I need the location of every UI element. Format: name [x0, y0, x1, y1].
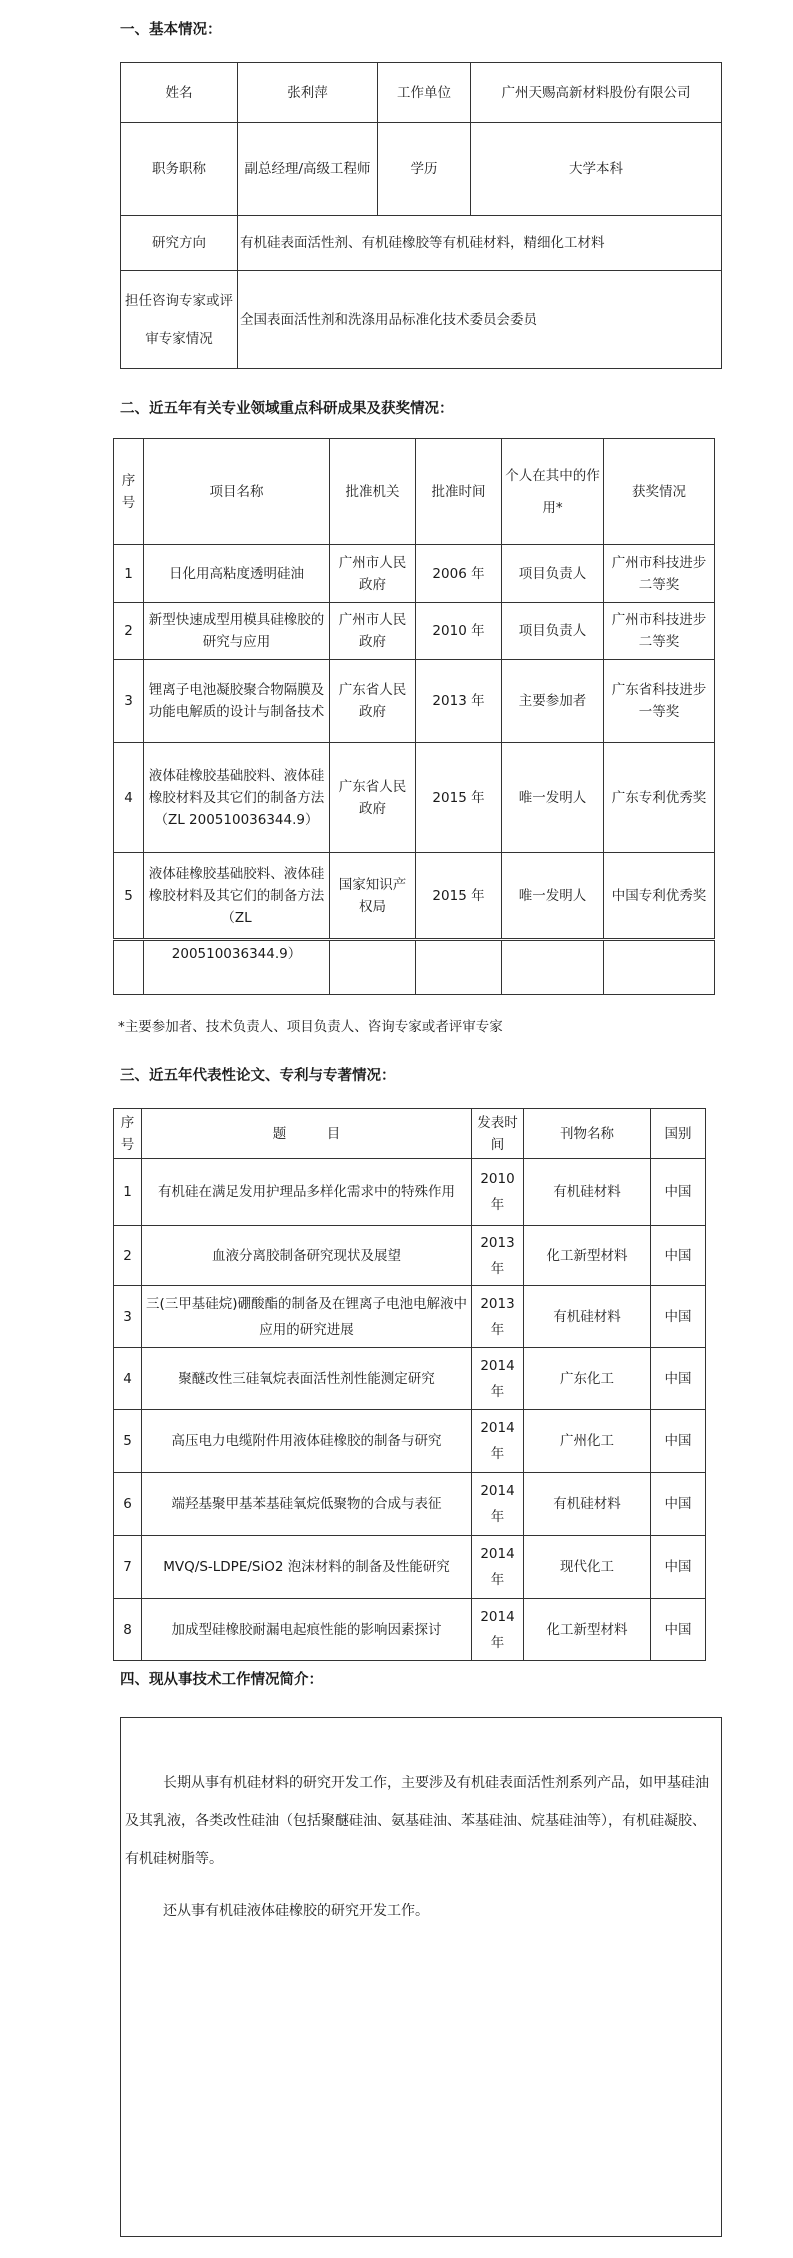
direction-value: 有机硅表面活性剂、有机硅橡胶等有机硅材料，精细化工材料 — [238, 216, 722, 271]
expert-label: 担任咨询专家或评审专家情况 — [121, 271, 238, 369]
paper-cell: 中国 — [651, 1159, 706, 1226]
achv-cell: 主要参加者 — [502, 660, 604, 743]
work-summary-box — [120, 1717, 722, 2237]
section3-heading: 三、近五年代表性论文、专利与专著情况： — [120, 1068, 396, 1084]
achv-header-authority: 批准机关 — [330, 439, 416, 545]
papers-header-journal: 刊物名称 — [524, 1109, 651, 1159]
unit-value: 广州天赐高新材料股份有限公司 — [471, 63, 722, 123]
paper-cell: 2014年 — [472, 1536, 524, 1599]
papers-header-title: 题 目 — [142, 1109, 472, 1159]
achv-header-date: 批准时间 — [416, 439, 502, 545]
achv-cell: 广州市人民政府 — [330, 603, 416, 660]
paper-cell: 中国 — [651, 1599, 706, 1661]
papers-header-date: 发表时间 — [472, 1109, 524, 1159]
achv-cell: 广东专利优秀奖 — [604, 743, 715, 853]
achv-cell: 项目负责人 — [502, 545, 604, 603]
work-summary-para2: 还从事有机硅液体硅橡胶的研究开发工作。 — [163, 1903, 429, 1919]
section1-heading: 一、基本情况： — [120, 22, 222, 38]
paper-cell: 加成型硅橡胶耐漏电起痕性能的影响因素探讨 — [142, 1599, 472, 1661]
name-label: 姓名 — [121, 63, 238, 123]
paper-cell: 广东化工 — [524, 1348, 651, 1410]
basic-info-table — [120, 62, 722, 369]
achv-cell: 广东省人民政府 — [330, 743, 416, 853]
achv-cell: 广东省科技进步一等奖 — [604, 660, 715, 743]
achv-continuation: 200510036344.9） — [144, 941, 330, 995]
achv-cell: 广州市科技进步二等奖 — [604, 603, 715, 660]
paper-cell: 有机硅材料 — [524, 1159, 651, 1226]
paper-cell: 有机硅在满足发用护理品多样化需求中的特殊作用 — [142, 1159, 472, 1226]
achv-cell: 2010 年 — [416, 603, 502, 660]
paper-cell: 聚醚改性三硅氧烷表面活性剂性能测定研究 — [142, 1348, 472, 1410]
achv-cell: 4 — [114, 743, 144, 853]
paper-cell: 高压电力电缆附件用液体硅橡胶的制备与研究 — [142, 1410, 472, 1473]
achievements-continuation-table — [113, 940, 715, 995]
section2-heading: 二、近五年有关专业领域重点科研成果及获奖情况： — [120, 401, 454, 417]
achv-cell: 2006 年 — [416, 545, 502, 603]
paper-cell: 三(三甲基硅烷)硼酸酯的制备及在锂离子电池电解液中应用的研究进展 — [142, 1286, 472, 1348]
paper-cell: 端羟基聚甲基苯基硅氧烷低聚物的合成与表征 — [142, 1473, 472, 1536]
paper-cell: 7 — [114, 1536, 142, 1599]
paper-cell: 中国 — [651, 1536, 706, 1599]
achv-header-award: 获奖情况 — [604, 439, 715, 545]
achv-cell: 中国专利优秀奖 — [604, 853, 715, 939]
paper-cell: 3 — [114, 1286, 142, 1348]
achv-cell: 国家知识产权局 — [330, 853, 416, 939]
achievements-table — [113, 438, 715, 939]
paper-cell: 5 — [114, 1410, 142, 1473]
achv-cell: 液体硅橡胶基础胶料、液体硅橡胶材料及其它们的制备方法（ZL — [144, 853, 330, 939]
title-label: 职务职称 — [121, 123, 238, 216]
achv-cell: 广东省人民政府 — [330, 660, 416, 743]
achv-cell: 广州市人民政府 — [330, 545, 416, 603]
paper-cell: 化工新型材料 — [524, 1599, 651, 1661]
paper-cell: 2014年 — [472, 1473, 524, 1536]
achv-cell: 唯一发明人 — [502, 743, 604, 853]
paper-cell: 中国 — [651, 1348, 706, 1410]
papers-header-index: 序号 — [114, 1109, 142, 1159]
unit-label: 工作单位 — [378, 63, 471, 123]
achv-cell: 新型快速成型用模具硅橡胶的研究与应用 — [144, 603, 330, 660]
name-value: 张利萍 — [238, 63, 378, 123]
paper-cell: 有机硅材料 — [524, 1473, 651, 1536]
paper-cell: 2013年 — [472, 1226, 524, 1286]
paper-cell: 化工新型材料 — [524, 1226, 651, 1286]
edu-label: 学历 — [378, 123, 471, 216]
achv-cell: 2 — [114, 603, 144, 660]
paper-cell: 现代化工 — [524, 1536, 651, 1599]
achv-cell: 唯一发明人 — [502, 853, 604, 939]
paper-cell: 有机硅材料 — [524, 1286, 651, 1348]
achv-cell: 2013 年 — [416, 660, 502, 743]
paper-cell: 2014年 — [472, 1599, 524, 1661]
paper-cell: 2010年 — [472, 1159, 524, 1226]
achv-header-role: 个人在其中的作用* — [502, 439, 604, 545]
achv-header-project: 项目名称 — [144, 439, 330, 545]
section4-heading: 四、现从事技术工作情况简介： — [120, 1672, 323, 1688]
achv-cell: 2015 年 — [416, 853, 502, 939]
achv-cell: 广州市科技进步二等奖 — [604, 545, 715, 603]
paper-cell: 8 — [114, 1599, 142, 1661]
paper-cell: 中国 — [651, 1226, 706, 1286]
paper-cell: 2 — [114, 1226, 142, 1286]
achv-cell: 1 — [114, 545, 144, 603]
achv-cell: 2015 年 — [416, 743, 502, 853]
role-footnote: *主要参加者、技术负责人、项目负责人、咨询专家或者评审专家 — [118, 1019, 503, 1035]
paper-cell: 2014年 — [472, 1348, 524, 1410]
achv-cell: 日化用高粘度透明硅油 — [144, 545, 330, 603]
expert-value: 全国表面活性剂和洗涤用品标准化技术委员会委员 — [238, 271, 722, 369]
work-summary-para1: 长期从事有机硅材料的研究开发工作，主要涉及有机硅表面活性剂系列产品，如甲基硅油及其乳液，各类改性硅油（包括聚醚硅油、氨基硅油、苯基硅油、烷基硅油等），有机硅凝胶、有机硅树脂等。 — [125, 1775, 709, 1867]
paper-cell: 1 — [114, 1159, 142, 1226]
paper-cell: 4 — [114, 1348, 142, 1410]
paper-cell: 6 — [114, 1473, 142, 1536]
achv-cell: 液体硅橡胶基础胶料、液体硅橡胶材料及其它们的制备方法（ZL 200510036344.9） — [144, 743, 330, 853]
direction-label: 研究方向 — [121, 216, 238, 271]
paper-cell: 中国 — [651, 1410, 706, 1473]
papers-table — [113, 1108, 706, 1661]
paper-cell: 中国 — [651, 1473, 706, 1536]
achv-header-index: 序号 — [114, 439, 144, 545]
achv-cell: 3 — [114, 660, 144, 743]
paper-cell: MVQ/S-LDPE/SiO2 泡沫材料的制备及性能研究 — [142, 1536, 472, 1599]
papers-header-country: 国别 — [651, 1109, 706, 1159]
paper-cell: 2013年 — [472, 1286, 524, 1348]
paper-cell: 中国 — [651, 1286, 706, 1348]
paper-cell: 2014年 — [472, 1410, 524, 1473]
title-value: 副总经理/高级工程师 — [238, 123, 378, 216]
paper-cell: 广州化工 — [524, 1410, 651, 1473]
edu-value: 大学本科 — [471, 123, 722, 216]
achv-cell: 项目负责人 — [502, 603, 604, 660]
achv-cell: 锂离子电池凝胶聚合物隔膜及功能电解质的设计与制备技术 — [144, 660, 330, 743]
paper-cell: 血液分离胶制备研究现状及展望 — [142, 1226, 472, 1286]
achv-cell: 5 — [114, 853, 144, 939]
